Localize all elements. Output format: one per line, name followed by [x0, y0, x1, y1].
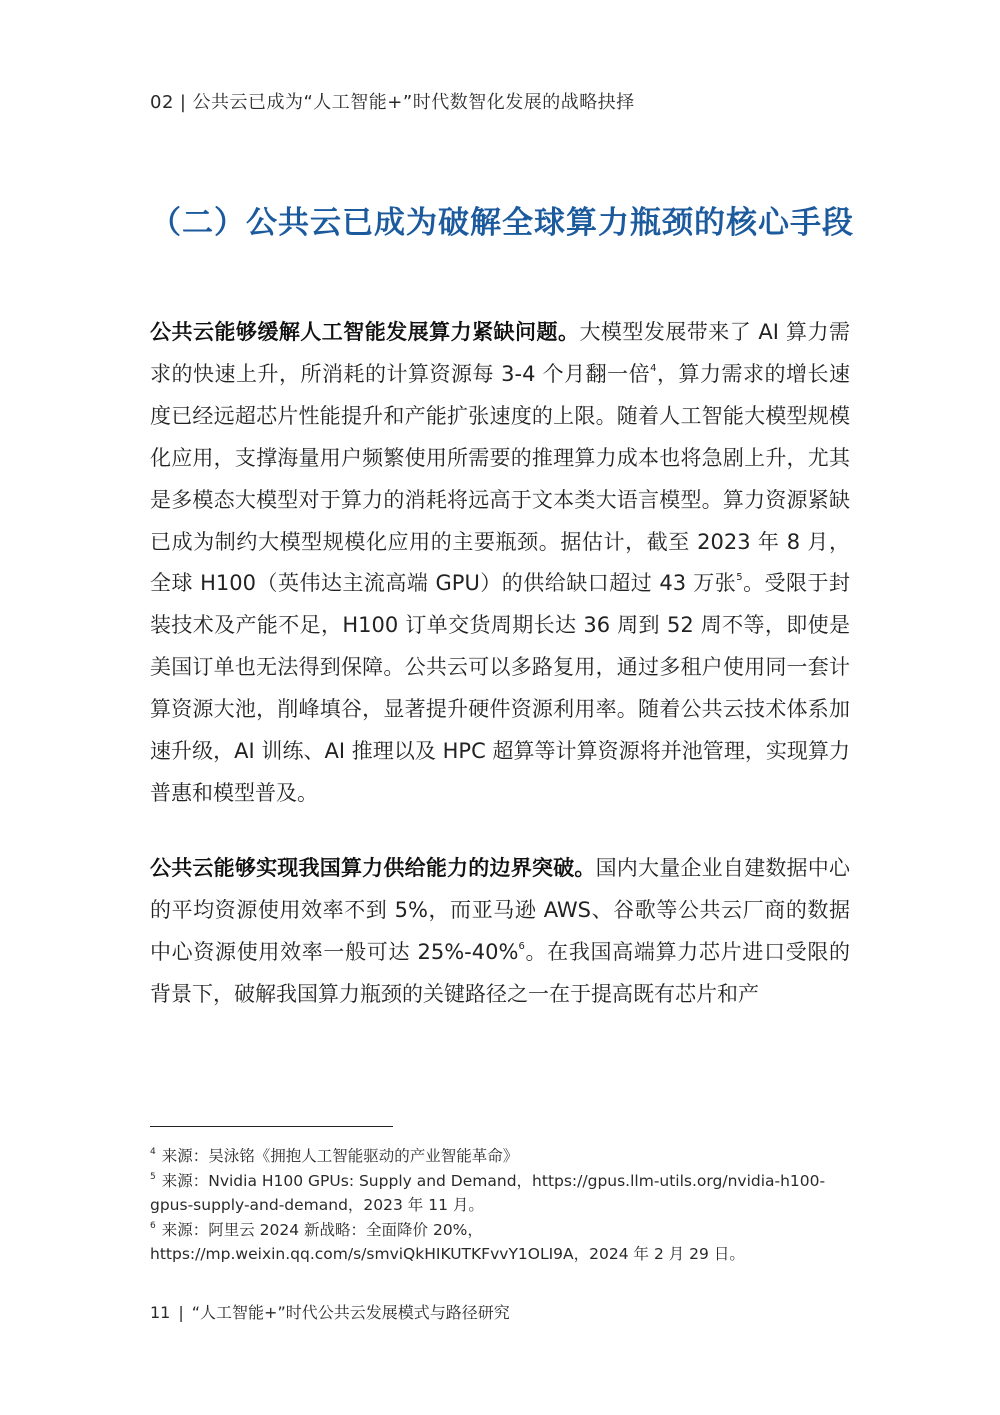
chapter-title: 公共云已成为“人工智能+”时代数智化发展的战略抉择 [192, 92, 635, 113]
running-footer [150, 1300, 510, 1323]
footnote-5-number: 5 [150, 1171, 156, 1182]
footnote-4-number: 4 [150, 1147, 156, 1157]
footnotes [150, 1144, 850, 1267]
footnote-4 [150, 1144, 850, 1169]
header-divider: | [179, 92, 187, 113]
footer-divider: | [178, 1303, 184, 1322]
paragraph-2-text-b: 。在我国高端算力芯片进口受限的背景下，破解我国算力瓶颈的关键路径之一在于提高既有芯片和产 [150, 939, 850, 1006]
page-number: 11 [150, 1303, 171, 1322]
footnote-ref-4: 4 [650, 362, 657, 374]
chapter-number: 02 [150, 92, 174, 113]
paragraph-1-text-b: ，算力需求的增长速度已经远超芯片性能提升和产能扩张速度的上限。随着人工智能大模型规模化应用，支撑海量用户频繁使用所需要的推理算力成本也将急剧上升，尤其是多模态大模型对于算力的消耗将远高于文本类大语言模型。算力资源紧缺已成为制约大模型规模化应用的主要瓶颈。据估计，截至 2023 年 8 月，全球 H100（英伟达主流高端 GPU）的供给缺口超过 43 万张 [150, 361, 851, 596]
paragraph-1-text-c: 。受限于封装技术及产能不足，H100 订单交货周期长达 36 周到 52 周不等，即使是美国订单也无法得到保障。公共云可以多路复用，通过多租户使用同一套计算资源大池，削峰填谷，显著提升硬件资源利用率。随着公共云技术体系加速升级，AI 训练、AI 推理以及 HPC 超算等计算资源将并池管理，实现算力普惠和模型普及。 [150, 571, 850, 805]
paragraph-2-lead: 公共云能够实现我国算力供给能力的边界突破。 [150, 856, 596, 880]
footnote-ref-5: 5 [736, 572, 743, 584]
running-header [150, 88, 635, 114]
paragraph-1-lead: 公共云能够缓解人工智能发展算力紧缺问题。 [150, 320, 580, 344]
footnote-divider [150, 1126, 393, 1127]
paragraph-1-text-a: 大模型发展带来了 AI 算力需求的快速上升，所消耗的计算资源每 3-4 个月翻一倍 [150, 320, 851, 386]
paragraph-1 [150, 312, 850, 815]
footnote-5-text: 来源：Nvidia H100 GPUs: Supply and Demand，https://gpus.llm-utils.org/nvidia-h100-gpus-supply-and-demand，2023 年 11 月。 [150, 1171, 826, 1214]
footnote-4-text: 来源：吴泳铭《拥抱人工智能驱动的产业智能革命》 [161, 1147, 519, 1165]
footnote-6-number: 6 [150, 1220, 156, 1231]
footnote-5 [150, 1169, 850, 1218]
footnote-6-text: 来源：阿里云 2024 新战略：全面降价 20%，https://mp.weixin.qq.com/s/smviQkHIKUTKFvvY1OLI9A，2024 年 2 月 29 日。 [150, 1220, 745, 1263]
section-title: （二）公共云已成为破解全球算力瓶颈的核心手段 [150, 205, 854, 241]
paragraph-2-text-a: 国内大量企业自建数据中心的平均资源使用效率不到 5%，而亚马逊 AWS、谷歌等公共云厂商的数据中心资源使用效率一般可达 25%-40% [150, 856, 850, 964]
paragraph-2 [150, 848, 850, 1016]
footnote-ref-6: 6 [518, 940, 525, 952]
report-title: “人工智能+”时代公共云发展模式与路径研究 [191, 1303, 510, 1322]
footnote-6 [150, 1218, 850, 1267]
